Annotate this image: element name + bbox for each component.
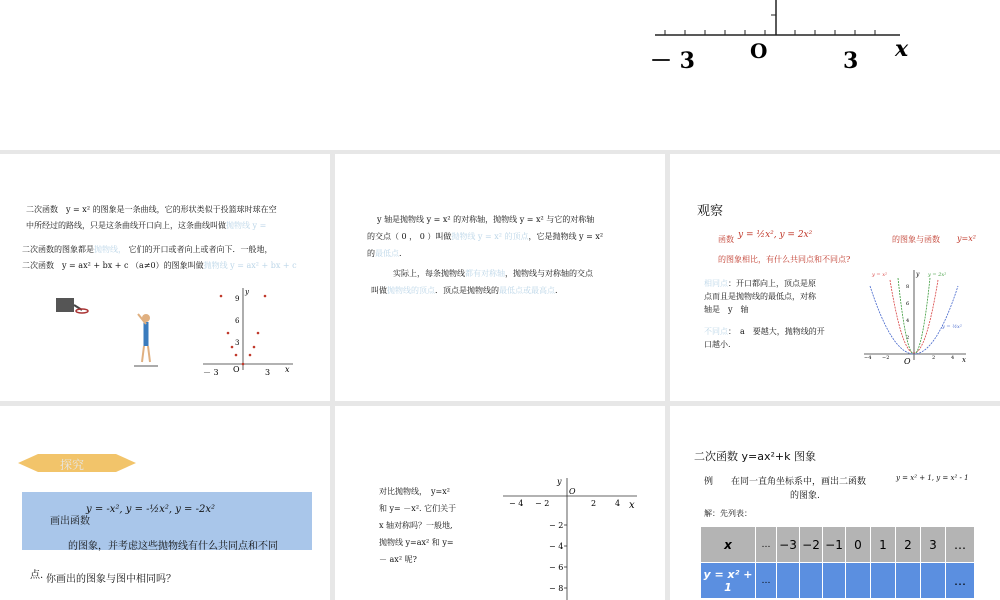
slide-thumbnail-6[interactable]	[670, 406, 1000, 600]
slide-thumbnail-2[interactable]	[335, 154, 665, 401]
slide-thumbnail-5[interactable]	[335, 406, 665, 600]
s3-title: 观察	[697, 204, 724, 219]
s5-ytick-m6: − 6	[549, 563, 564, 572]
top-axis-minus3: － 3	[650, 48, 695, 74]
s3-question: 的图象相比，有什么共同点和不同点?	[718, 255, 851, 264]
s6-th-m1: −1	[823, 527, 846, 563]
s5-xtick-m4: − 4	[509, 499, 524, 508]
s5-ytick-m2: − 2	[549, 521, 564, 530]
s3-yx2: y=x²	[957, 234, 976, 243]
s1-graph-y: y	[245, 288, 249, 296]
s1-line1: 二次函数 y = x² 的图象是一条曲线，它的形状类似于投篮球时球在空	[26, 205, 277, 214]
s6-th-x: x	[701, 527, 756, 563]
s4-line3a: 点.	[30, 570, 44, 581]
s3-xtick-m2: −2	[882, 355, 890, 361]
s1-graph-tick-3: 3	[235, 339, 240, 347]
s6-value-table	[700, 526, 975, 599]
s6-example-tail: 的图象.	[790, 491, 820, 501]
basketball-player-image	[50, 290, 160, 370]
s3-same-line1: 相同点：开口都向上，顶点是原	[704, 279, 816, 288]
s4-draw: 画出函数	[50, 516, 90, 527]
s5-xtick-2: 2	[591, 499, 597, 508]
top-axis-three: 3	[843, 48, 859, 74]
s6-th-ellipsis-left: …	[756, 527, 777, 563]
s6-row-ellipsis-right: …	[946, 563, 975, 599]
s3-axis-o: O	[904, 357, 911, 366]
s1-parabola-graph	[195, 284, 300, 379]
s5-xtick-4: 4	[615, 499, 621, 508]
s6-table-row-1	[701, 563, 975, 599]
s3-xtick-2: 2	[932, 355, 936, 361]
s6-row-ellipsis-left: …	[756, 563, 777, 599]
slide-thumbnail-4[interactable]	[0, 406, 330, 600]
s3-ytick-6: 6	[906, 301, 910, 307]
s3-ytick-8: 8	[906, 284, 910, 290]
s5-line1: 对比抛物线， y=x²	[379, 487, 450, 496]
s1-line2: 中所经过的路线，只是这条曲线开口向上，这条曲线叫做抛物线 y =	[26, 221, 267, 230]
s3-label-yhalfx2: y = ½x²	[942, 324, 962, 330]
s3-eq1: y = ½x², y = 2x²	[738, 230, 813, 240]
s3-right-text: 的图象与函数	[892, 235, 940, 244]
s1-graph-tick-6: 6	[235, 317, 240, 325]
s4-line2: 的图象，并考虑这些抛物线有什么共同点和不同	[68, 541, 278, 552]
s5-axis-x: x	[629, 500, 635, 511]
s6-th-3: 3	[921, 527, 946, 563]
s5-axis-y: y	[557, 477, 562, 486]
s5-line3: x 轴对称吗？一般地,	[379, 521, 453, 530]
s3-same-line3: 轴是 y 轴	[704, 305, 749, 314]
s5-axis-o: O	[569, 487, 576, 496]
s5-line5: － ax² 呢?	[379, 555, 417, 564]
s6-solution: 解：先列表：	[704, 509, 752, 518]
s3-axis-y: y	[916, 271, 920, 278]
s1-line4: 二次函数 y = ax² + bx + c （a≠0）的图象叫做抛物线 y = ax² + bx + c	[22, 261, 297, 270]
s1-graph-x: x	[285, 365, 290, 374]
s6-example-eq: y = x² + 1, y = x² - 1	[896, 474, 969, 482]
s1-line3: 二次函数的图象都是抛物线， 它们的开口或者向上或者向下．一般地，	[22, 245, 273, 254]
s3-diff-line1: 不同点： a 要越大，抛物线的开	[704, 327, 825, 336]
s3-parabolas-graph	[858, 266, 970, 366]
s3-same-line2: 点而且是抛物线的最低点，对称	[704, 292, 816, 301]
s1-graph-m3: － 3	[203, 368, 219, 377]
s4-banner-label: 探究	[60, 458, 85, 472]
s5-xtick-m2: − 2	[535, 499, 550, 508]
s5-axis-graph	[499, 472, 649, 600]
top-slide	[0, 0, 1000, 150]
s6-th-2: 2	[896, 527, 921, 563]
s3-diff-line2: 口越小.	[704, 340, 731, 349]
s2-line4: 实际上，每条抛物线都有对称轴，抛物线与对称轴的交点	[393, 269, 593, 278]
s3-func-label: 函数	[718, 235, 734, 244]
s3-axis-x: x	[962, 356, 966, 364]
top-axis-origin: O	[750, 39, 768, 63]
s1-graph-tick-9: 9	[235, 295, 240, 303]
s6-th-ellipsis-right: …	[946, 527, 975, 563]
s3-label-y2x2: y = 2x²	[928, 272, 947, 278]
s3-xtick-m4: −4	[864, 355, 872, 361]
s6-table-header-row	[701, 527, 975, 563]
s6-th-m3: −3	[777, 527, 800, 563]
s6-row-label: y = x² + 1	[701, 563, 756, 599]
s3-xtick-4: 4	[951, 355, 955, 361]
s6-example: 例 在同一直角坐标系中，画出二函数	[704, 477, 867, 487]
s3-ytick-2: 2	[906, 335, 910, 341]
s6-th-1: 1	[871, 527, 896, 563]
s6-th-m2: −2	[800, 527, 823, 563]
s1-graph-p3: 3	[265, 368, 271, 377]
s5-ytick-m4: − 4	[549, 542, 564, 551]
s2-line1: y 轴是抛物线 y = x² 的对称轴，抛物线 y = x² 与它的对称轴	[377, 215, 595, 224]
s6-th-0: 0	[846, 527, 871, 563]
s5-line4: 抛物线 y=ax² 和 y=	[379, 538, 454, 547]
s2-line3: 的最低点.	[367, 249, 402, 258]
s5-line2: 和 y= －x². 它们关于	[379, 504, 457, 513]
s2-line2: 的交点（ 0 ， 0 ）叫做抛物线 y = x² 的顶点，它是抛物线 y = x²	[367, 232, 604, 241]
top-axis-x: x	[895, 36, 909, 62]
slide-thumbnail-3[interactable]	[670, 154, 1000, 401]
s6-title: 二次函数 y=ax²+k 图象	[694, 450, 816, 463]
s2-line5: 叫做抛物线的顶点．顶点是抛物线的最低点或最高点.	[371, 286, 558, 295]
top-axis	[0, 0, 1000, 150]
slide-thumbnail-1[interactable]	[0, 154, 330, 401]
s4-line3b: 你画出的图象与图中相同吗？	[46, 574, 176, 585]
s1-graph-origin: O	[233, 365, 240, 374]
s3-ytick-4: 4	[906, 318, 910, 324]
s5-ytick-m8: − 8	[549, 584, 564, 593]
s3-label-yx2: y = x²	[872, 272, 888, 278]
s4-eqs: y = -x², y = -½x², y = -2x²	[86, 504, 216, 515]
